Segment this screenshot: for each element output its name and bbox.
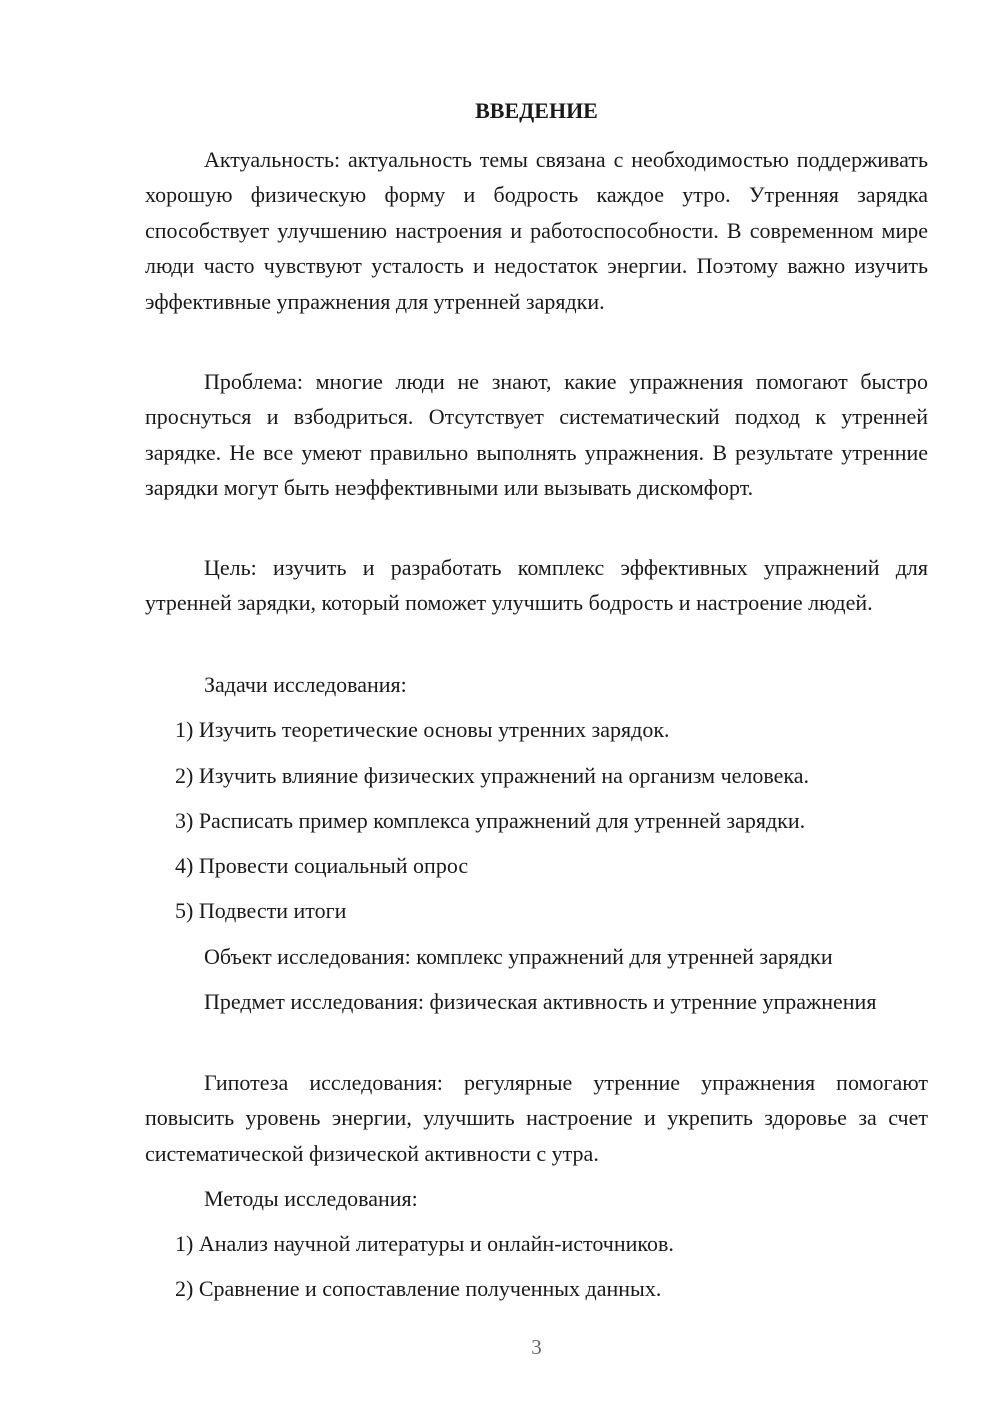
- page-number: 3: [531, 1335, 542, 1359]
- methods-heading: Методы исследования:: [204, 1186, 418, 1211]
- task-item: 5) Подвести итоги: [175, 898, 347, 923]
- object-paragraph: Объект исследования: комплекс упражнений для утренней зарядки: [204, 944, 833, 969]
- goal-paragraph: Цель: изучить и разработать комплекс эффективных упражнений для утренней зарядки, который поможет улучшить бодрость и настроение людей.: [145, 555, 928, 616]
- document-page: [145, 0, 928, 1414]
- task-item: 2) Изучить влияние физических упражнений на организм человека.: [175, 763, 810, 788]
- hypothesis-paragraph: Гипотеза исследования: регулярные утренние упражнения помогают повысить уровень энергии, улучшить настроение и укрепить здоровье за счет систематической физической активности с утра.: [145, 1070, 928, 1166]
- task-item: 4) Провести социальный опрос: [175, 853, 469, 878]
- method-item: 1) Анализ научной литературы и онлайн-источников.: [175, 1231, 674, 1256]
- task-item: 1) Изучить теоретические основы утренних зарядок.: [175, 717, 670, 742]
- method-item: 2) Сравнение и сопоставление полученных данных.: [175, 1276, 662, 1301]
- task-item: 3) Расписать пример комплекса упражнений для утренней зарядки.: [175, 808, 806, 833]
- tasks-heading: Задачи исследования:: [204, 672, 407, 697]
- page-title: ВВЕДЕНИЕ: [475, 98, 598, 123]
- problem-paragraph: Проблема: многие люди не знают, какие упражнения помогают быстро проснуться и взбодриться. Отсутствует систематический подход к утренней зарядке. Не все умеют правильно выполнять упражнения. В результате утренние зарядки могут быть неэффективными или вызывать дискомфорт.: [145, 369, 928, 501]
- relevance-paragraph: Актуальность: актуальность темы связана с необходимостью поддерживать хорошую физическую форму и бодрость каждое утро. Утренняя зарядка способствует улучшению настроения и работоспособности. В современном мире люди часто чувствуют усталость и недостаток энергии. Поэтому важно изучить эффективные упражнения для утренней зарядки.: [145, 147, 928, 314]
- subject-paragraph: Предмет исследования: физическая активность и утренние упражнения: [204, 989, 877, 1014]
